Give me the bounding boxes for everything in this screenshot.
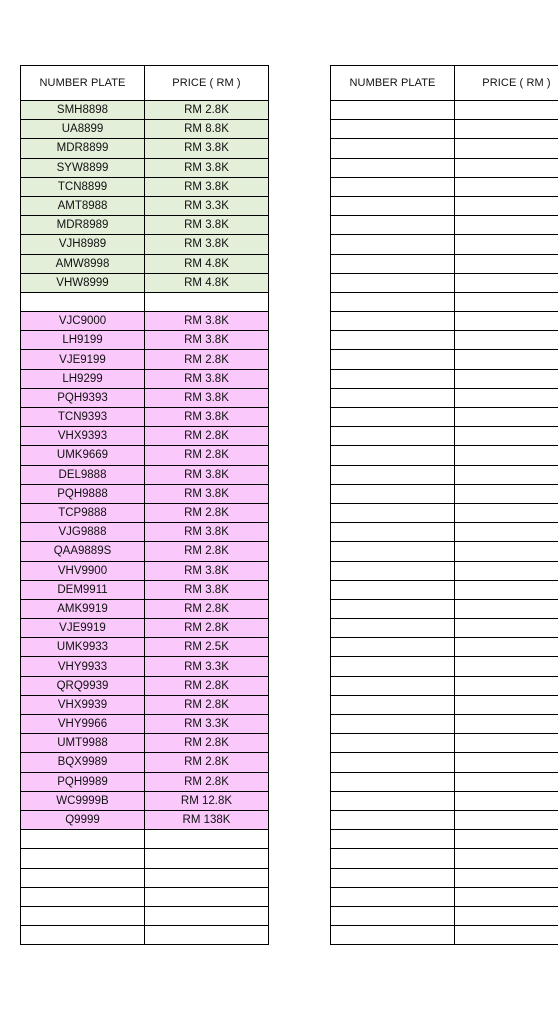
price-cell xyxy=(455,466,558,484)
table-row xyxy=(21,159,269,178)
table-row xyxy=(21,792,269,811)
table-row xyxy=(331,849,558,868)
table-row xyxy=(331,120,558,139)
plate-cell: VJH8989 xyxy=(21,235,145,253)
table-row xyxy=(21,178,269,197)
table-row xyxy=(21,120,269,139)
table-row xyxy=(331,274,558,293)
table-body xyxy=(331,101,558,945)
table-row xyxy=(21,696,269,715)
table-row xyxy=(331,657,558,676)
price-cell xyxy=(455,792,558,810)
plate-cell: VJE9199 xyxy=(21,350,145,368)
plate-cell xyxy=(331,120,455,138)
table-row xyxy=(21,523,269,542)
plate-cell: SMH8898 xyxy=(21,101,145,119)
plate-cell: VHW8999 xyxy=(21,274,145,292)
price-cell xyxy=(455,350,558,368)
plate-cell xyxy=(331,216,455,234)
table-row xyxy=(21,274,269,293)
plate-cell xyxy=(331,869,455,887)
table-row xyxy=(21,562,269,581)
price-cell xyxy=(455,696,558,714)
price-cell xyxy=(455,773,558,791)
price-cell: RM 3.8K xyxy=(145,408,269,426)
table-row xyxy=(331,216,558,235)
price-cell xyxy=(455,926,558,944)
table-row xyxy=(21,350,269,369)
table-row xyxy=(21,581,269,600)
table-row xyxy=(21,600,269,619)
table-row xyxy=(21,216,269,235)
plate-cell xyxy=(331,312,455,330)
plate-cell xyxy=(331,926,455,944)
price-cell: RM 3.8K xyxy=(145,370,269,388)
price-cell: RM 3.3K xyxy=(145,715,269,733)
table-row xyxy=(331,926,558,945)
price-cell xyxy=(145,849,269,867)
price-cell: RM 2.8K xyxy=(145,101,269,119)
plate-cell xyxy=(331,888,455,906)
table-row xyxy=(21,619,269,638)
price-cell: RM 3.8K xyxy=(145,331,269,349)
header-price: PRICE ( RM ) xyxy=(145,66,269,100)
price-cell xyxy=(455,715,558,733)
table-row xyxy=(21,677,269,696)
table-row xyxy=(331,523,558,542)
table-row xyxy=(21,638,269,657)
plate-cell: PQH9888 xyxy=(21,485,145,503)
table-row xyxy=(331,370,558,389)
table-row xyxy=(331,734,558,753)
plate-cell: UMT9988 xyxy=(21,734,145,752)
price-cell: RM 3.8K xyxy=(145,562,269,580)
price-cell: RM 3.8K xyxy=(145,466,269,484)
price-cell xyxy=(455,370,558,388)
plate-cell xyxy=(331,197,455,215)
plate-cell: VHY9966 xyxy=(21,715,145,733)
plate-cell: PQH9393 xyxy=(21,389,145,407)
table-row xyxy=(21,370,269,389)
plate-cell: AMW8998 xyxy=(21,255,145,273)
price-table-left xyxy=(20,65,269,945)
price-cell: RM 3.3K xyxy=(145,197,269,215)
plate-cell xyxy=(331,274,455,292)
price-cell xyxy=(455,139,558,157)
plate-cell xyxy=(331,657,455,675)
plate-cell: UMK9669 xyxy=(21,446,145,464)
plate-cell xyxy=(331,773,455,791)
table-row xyxy=(21,101,269,120)
plate-cell xyxy=(331,734,455,752)
table-row xyxy=(331,696,558,715)
price-cell xyxy=(455,907,558,925)
table-row xyxy=(331,139,558,158)
plate-cell xyxy=(331,178,455,196)
price-cell: RM 2.5K xyxy=(145,638,269,656)
table-row xyxy=(21,542,269,561)
price-cell: RM 3.8K xyxy=(145,235,269,253)
table-row xyxy=(331,638,558,657)
price-cell xyxy=(455,178,558,196)
price-cell xyxy=(455,734,558,752)
price-cell xyxy=(455,274,558,292)
table-row xyxy=(331,427,558,446)
plate-cell xyxy=(331,811,455,829)
price-table-right xyxy=(330,65,558,945)
price-cell: RM 2.8K xyxy=(145,696,269,714)
table-row xyxy=(21,811,269,830)
price-cell xyxy=(455,581,558,599)
price-cell xyxy=(455,542,558,560)
table-row xyxy=(21,293,269,312)
plate-cell: VHY9933 xyxy=(21,657,145,675)
price-cell xyxy=(455,888,558,906)
price-cell: RM 3.8K xyxy=(145,216,269,234)
price-cell xyxy=(455,811,558,829)
table-row xyxy=(21,255,269,274)
table-row xyxy=(331,792,558,811)
price-cell xyxy=(455,446,558,464)
table-row xyxy=(21,888,269,907)
price-cell: RM 8.8K xyxy=(145,120,269,138)
table-row xyxy=(331,159,558,178)
table-header xyxy=(21,66,269,101)
table-row xyxy=(331,178,558,197)
price-cell xyxy=(455,504,558,522)
price-cell xyxy=(145,907,269,925)
table-row xyxy=(331,293,558,312)
price-cell: RM 3.8K xyxy=(145,159,269,177)
price-cell: RM 2.8K xyxy=(145,677,269,695)
table-row xyxy=(21,849,269,868)
plate-cell: Q9999 xyxy=(21,811,145,829)
table-row xyxy=(331,562,558,581)
plate-cell: LH9299 xyxy=(21,370,145,388)
price-cell xyxy=(455,293,558,311)
plate-cell xyxy=(331,600,455,618)
table-header xyxy=(331,66,558,101)
plate-cell: LH9199 xyxy=(21,331,145,349)
price-cell: RM 4.8K xyxy=(145,255,269,273)
plate-cell: UA8899 xyxy=(21,120,145,138)
table-row xyxy=(21,331,269,350)
plate-cell xyxy=(331,849,455,867)
price-cell xyxy=(455,312,558,330)
table-row xyxy=(21,427,269,446)
table-row xyxy=(21,773,269,792)
price-cell: RM 2.8K xyxy=(145,504,269,522)
plate-cell xyxy=(331,619,455,637)
plate-cell: TCN8899 xyxy=(21,178,145,196)
price-cell: RM 12.8K xyxy=(145,792,269,810)
table-row xyxy=(331,197,558,216)
price-cell: RM 138K xyxy=(145,811,269,829)
table-row xyxy=(21,466,269,485)
header-price: PRICE ( RM ) xyxy=(455,66,558,100)
price-cell xyxy=(455,197,558,215)
price-cell: RM 3.8K xyxy=(145,178,269,196)
table-row xyxy=(331,581,558,600)
plate-cell: TCN9393 xyxy=(21,408,145,426)
price-cell xyxy=(145,926,269,944)
price-cell: RM 4.8K xyxy=(145,274,269,292)
plate-cell: AMK9919 xyxy=(21,600,145,618)
table-row xyxy=(331,255,558,274)
table-row xyxy=(331,350,558,369)
price-cell: RM 3.8K xyxy=(145,485,269,503)
price-cell: RM 2.8K xyxy=(145,619,269,637)
plate-cell: BQX9989 xyxy=(21,753,145,771)
plate-cell xyxy=(21,830,145,848)
header-number-plate: NUMBER PLATE xyxy=(21,66,145,100)
price-cell: RM 3.3K xyxy=(145,657,269,675)
table-row xyxy=(331,715,558,734)
table-row xyxy=(331,600,558,619)
plate-cell xyxy=(331,485,455,503)
table-row xyxy=(331,811,558,830)
price-cell xyxy=(455,677,558,695)
table-row xyxy=(21,907,269,926)
table-row xyxy=(331,830,558,849)
price-cell xyxy=(145,830,269,848)
plate-cell: UMK9933 xyxy=(21,638,145,656)
price-cell: RM 2.8K xyxy=(145,753,269,771)
table-row xyxy=(331,466,558,485)
price-cell: RM 2.8K xyxy=(145,773,269,791)
plate-cell xyxy=(331,466,455,484)
price-cell xyxy=(455,331,558,349)
price-cell: RM 3.8K xyxy=(145,312,269,330)
price-cell xyxy=(455,600,558,618)
price-cell xyxy=(455,235,558,253)
plate-cell xyxy=(331,370,455,388)
plate-cell: VJG9888 xyxy=(21,523,145,541)
price-cell xyxy=(455,427,558,445)
plate-cell xyxy=(331,235,455,253)
table-row xyxy=(331,101,558,120)
table-body xyxy=(21,101,269,945)
table-row xyxy=(21,753,269,772)
table-row xyxy=(331,389,558,408)
price-cell: RM 3.8K xyxy=(145,139,269,157)
price-cell: RM 2.8K xyxy=(145,427,269,445)
table-row xyxy=(21,235,269,254)
table-row xyxy=(21,446,269,465)
table-row xyxy=(331,677,558,696)
plate-cell xyxy=(331,446,455,464)
table-row xyxy=(331,869,558,888)
plate-cell xyxy=(331,638,455,656)
plate-cell xyxy=(21,907,145,925)
table-row xyxy=(331,753,558,772)
plate-cell: VHX9393 xyxy=(21,427,145,445)
plate-cell xyxy=(331,293,455,311)
plate-cell xyxy=(331,408,455,426)
table-row xyxy=(21,830,269,849)
table-row xyxy=(331,542,558,561)
table-row xyxy=(331,446,558,465)
plate-cell xyxy=(331,581,455,599)
plate-cell: DEL9888 xyxy=(21,466,145,484)
table-row xyxy=(21,389,269,408)
price-cell xyxy=(455,389,558,407)
plate-cell xyxy=(331,677,455,695)
table-row xyxy=(331,408,558,427)
plate-cell xyxy=(331,139,455,157)
table-row xyxy=(21,926,269,945)
table-row xyxy=(331,504,558,523)
plate-cell: MDR8989 xyxy=(21,216,145,234)
plate-cell xyxy=(331,907,455,925)
price-cell xyxy=(455,638,558,656)
price-cell: RM 3.8K xyxy=(145,389,269,407)
plate-cell xyxy=(21,926,145,944)
price-cell xyxy=(145,293,269,311)
table-row xyxy=(21,408,269,427)
table-row xyxy=(21,869,269,888)
table-row xyxy=(21,485,269,504)
price-cell xyxy=(455,120,558,138)
plate-cell: VJE9919 xyxy=(21,619,145,637)
price-cell xyxy=(455,159,558,177)
price-cell xyxy=(455,869,558,887)
price-cell xyxy=(455,485,558,503)
plate-cell: AMT8988 xyxy=(21,197,145,215)
price-cell xyxy=(145,888,269,906)
plate-cell xyxy=(331,696,455,714)
price-cell xyxy=(455,562,558,580)
table-row xyxy=(21,734,269,753)
plate-cell: QRQ9939 xyxy=(21,677,145,695)
plate-cell: VHV9900 xyxy=(21,562,145,580)
plate-cell: QAA9889S xyxy=(21,542,145,560)
plate-cell xyxy=(331,331,455,349)
price-cell xyxy=(455,101,558,119)
plate-cell xyxy=(21,869,145,887)
table-row xyxy=(21,715,269,734)
plate-cell: VHX9939 xyxy=(21,696,145,714)
price-cell xyxy=(455,255,558,273)
plate-cell: DEM9911 xyxy=(21,581,145,599)
plate-cell xyxy=(331,350,455,368)
plate-cell xyxy=(331,101,455,119)
table-row xyxy=(21,504,269,523)
header-number-plate: NUMBER PLATE xyxy=(331,66,455,100)
table-row xyxy=(331,907,558,926)
plate-cell xyxy=(331,715,455,733)
plate-cell xyxy=(21,293,145,311)
price-cell xyxy=(455,216,558,234)
price-cell xyxy=(455,657,558,675)
table-row xyxy=(331,331,558,350)
table-row xyxy=(331,485,558,504)
price-cell: RM 2.8K xyxy=(145,350,269,368)
price-cell xyxy=(455,830,558,848)
price-cell: RM 2.8K xyxy=(145,734,269,752)
plate-cell xyxy=(331,753,455,771)
table-row xyxy=(21,197,269,216)
plate-cell: PQH9989 xyxy=(21,773,145,791)
plate-cell xyxy=(331,562,455,580)
plate-cell xyxy=(331,427,455,445)
table-row xyxy=(331,619,558,638)
plate-cell: VJC9000 xyxy=(21,312,145,330)
table-row xyxy=(21,312,269,331)
price-cell xyxy=(145,869,269,887)
plate-cell xyxy=(331,792,455,810)
plate-cell xyxy=(331,523,455,541)
price-cell: RM 2.8K xyxy=(145,446,269,464)
price-cell: RM 2.8K xyxy=(145,542,269,560)
plate-cell xyxy=(331,389,455,407)
plate-cell: TCP9888 xyxy=(21,504,145,522)
price-cell: RM 2.8K xyxy=(145,600,269,618)
plate-cell xyxy=(331,542,455,560)
price-cell xyxy=(455,619,558,637)
price-cell: RM 3.8K xyxy=(145,581,269,599)
plate-cell xyxy=(331,159,455,177)
table-row xyxy=(331,888,558,907)
price-cell xyxy=(455,408,558,426)
price-cell xyxy=(455,523,558,541)
plate-cell xyxy=(21,849,145,867)
plate-cell xyxy=(331,830,455,848)
price-cell: RM 3.8K xyxy=(145,523,269,541)
plate-cell xyxy=(331,255,455,273)
price-cell xyxy=(455,753,558,771)
table-row xyxy=(21,139,269,158)
plate-cell xyxy=(21,888,145,906)
table-row xyxy=(331,773,558,792)
plate-cell: SYW8899 xyxy=(21,159,145,177)
price-cell xyxy=(455,849,558,867)
plate-cell: MDR8899 xyxy=(21,139,145,157)
table-row xyxy=(21,657,269,676)
table-row xyxy=(331,312,558,331)
plate-cell: WC9999B xyxy=(21,792,145,810)
plate-cell xyxy=(331,504,455,522)
table-row xyxy=(331,235,558,254)
